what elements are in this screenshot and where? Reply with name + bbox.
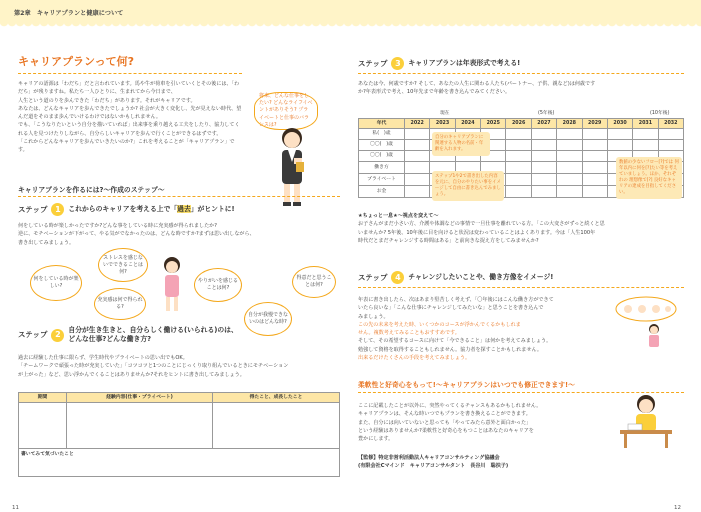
body-line: また、自分には向いていないと思っても「やってみたら意外と面白かった」: [358, 419, 532, 426]
year-header: 2026: [506, 119, 531, 129]
table-header: 経験内容(仕事・プライベート): [67, 393, 213, 403]
body-line: 逆に、モチベーションが下がって、やる気がでなかったのは、どんな時ですか?まずは思い出しながら、: [18, 231, 255, 238]
section-divider: [18, 196, 340, 197]
body-line: 年表に書き出したら、次はあまり堅苦しく考えず、「〇年後にはこんな働き方ができて: [358, 297, 554, 303]
credit-line: (有限会社Cマインド キャリアコンサルタント 長谷川 聡扶子): [358, 463, 509, 470]
table-header: 得たこと、成長したこと: [213, 393, 340, 403]
note-line: 時代だとまだチャレンジする時間はある」と前向きな捉え方をしてみませんか?: [358, 237, 539, 244]
memo-note: 数値の少ないフロー[?]では 何年以内に何を[?]たい等を考えていましょう。ほか、それぞれの 理想像で[?] 良好なキャリアの達成を目指してください。: [616, 157, 682, 199]
body-line: ここに記載したことが以外に、突然やってくるチャンスもあるかもしれません。: [358, 403, 542, 409]
year-header: 2029: [582, 119, 607, 129]
memo-note: 自分のキャリアプランに関連する人物の名前・年齢を入れます。: [432, 132, 490, 156]
body-line: あなたは今、何歳ですか? そして、あなたの人生に関わる人たち(パートナー、子供、親など)は何歳です: [358, 81, 596, 87]
step3-divider: [358, 73, 684, 74]
page-number: 12: [674, 505, 681, 511]
step2-text: 自分が生き生きと、自分らしく働ける(いられる)のは、 どんな仕事?どんな働き方?: [68, 326, 238, 343]
year-header: 2032: [658, 119, 683, 129]
step-label: ステップ: [18, 204, 48, 214]
body-line: か?年表形式で考え、10年先まで年齢を書き込んでみてください。: [358, 89, 511, 96]
memo-note: ステップ1や2で書き出した内容を元に、自分のやりたい事をイメージして自由に書き込んでみましょう。: [432, 171, 504, 201]
step4-divider: [358, 287, 684, 288]
step-label: ステップ: [18, 330, 48, 340]
year-header: 2024: [455, 119, 480, 129]
row-label: 〇〇( )歳: [359, 140, 405, 151]
year-header: 2023: [430, 119, 455, 129]
table-cell[interactable]: [19, 403, 67, 449]
desk-woman-illustration: [616, 390, 676, 448]
body-line: 過去に経験した仕事に限らず、学生時代やプライベートの思い出でもOK。: [18, 355, 188, 361]
note-line: いませんか? 5年後、10年後に目を向けると状況は変わっていることはよくあります。今は「人生100年: [358, 229, 596, 236]
right-page: [358, 30, 684, 511]
note-title: ★ちょっと一息★〜視点を変えて〜: [358, 213, 439, 219]
step3-body: [358, 80, 684, 97]
step1-body: [18, 222, 340, 247]
step-number-badge: 3: [391, 57, 404, 70]
step-label: ステップ: [358, 272, 388, 282]
body-line: 「チームワークで頑張った時が充実していた」「コツコツと1つのことにじっくり取り組んでいるときにモチベーション: [18, 363, 289, 370]
intro-line: あなたは、どんなキャリアを歩んできたでしょうか? 社会が大きく変化し、先が見えない時代、望んだ道をそのまま歩んでいけるわけではないかもしれません。: [18, 105, 242, 121]
body-line-highlight: 出来るだけたくさんの手段を考えてみましょう。: [358, 355, 471, 362]
row-label: 私( )歳: [359, 129, 405, 140]
body-line: という経験はありませんか?柔軟性と好奇心をもつことはあなたのキャリアを: [358, 427, 534, 434]
title-divider: [18, 73, 242, 74]
body-line: そして、その希望するコースに向けて「今できること」は何かを考えてみましょう。: [358, 338, 552, 345]
question-bubble: やりがいを感じることは何?: [194, 268, 242, 302]
step-label: ステップ: [358, 58, 388, 68]
year-header: 2027: [531, 119, 556, 129]
body-line: が上がった」など、思い浮かんでくることはありませんか?それをヒントに書き出してみましょう。: [18, 371, 245, 378]
question-bubble: 自分が我慢できないのはどんな時?: [244, 302, 292, 336]
table-header: 年代: [359, 119, 405, 129]
question-bubble: 充実感は何で得られる?: [94, 288, 146, 320]
body-line: 勉強して資格を取得することもしれません。協力者を探すことかもしれません。: [358, 346, 542, 353]
header-scallop: [0, 22, 701, 30]
row-label: 働き方: [359, 162, 405, 174]
dreaming-woman-illustration: [614, 295, 678, 347]
table-cell[interactable]: [213, 403, 340, 449]
body-line: 豊かにします。: [358, 436, 394, 443]
step-number-badge: 4: [391, 271, 404, 284]
year-header: 2022: [405, 119, 430, 129]
question-bubble: 何をしている時が楽しい?: [30, 265, 82, 301]
table-cell[interactable]: [67, 403, 213, 449]
step1-heading: [18, 203, 235, 216]
year-header: 2025: [481, 119, 506, 129]
row-label: 〇〇( )歳: [359, 151, 405, 162]
intro-line: でも、「こうなりたいという自分を描いていれば」出来事を乗り越える工夫をしたり、協力してくれる人を見つけたりしながら、自分らしいキャリアを歩んで行くことができるはずです。: [18, 122, 240, 137]
page-number: 11: [12, 505, 19, 511]
step4-body: [358, 296, 594, 362]
thought-bubble: 将来、どんな仕事をしたい? どんなライフイベントがありそう? プライベートと仕事のバランスは?: [254, 92, 318, 130]
body-line: いたら良いな」「こんな仕事にチャレンジしてみたいな」と思うことを書き込んで: [358, 305, 544, 312]
step2-body: [18, 354, 340, 379]
step4-heading: [358, 271, 553, 284]
intro-text: [18, 80, 244, 155]
intro-line: 「これからどんなキャリアを歩んでいきたいのか?」これを考えることが「キャリアプラン」です。: [18, 139, 235, 154]
section-title: キャリアプランを作るには?〜作成のステップ〜: [18, 186, 165, 194]
intro-line: キャリアの語源は「わだち」だと言われています。馬や牛が荷車を引いていくとその後には、「わだち」が残りますね。私たち一人ひとりに、生まれてから今日まで、: [18, 81, 240, 96]
supervisor-credit: [358, 454, 658, 471]
chapter-title: 第2章 キャリアプランと健康について: [14, 10, 124, 17]
row-label: プライベート: [359, 174, 405, 186]
step4-text: チャレンジしたいことや、働き方像をイメージ!: [408, 273, 554, 281]
flex-body: [358, 402, 598, 443]
step1-text: これからのキャリアを考える上で「過去」がヒントに!: [68, 205, 235, 213]
credit-line: 【監修】特定非営利活動法人キャリアコンサルティング協議会: [358, 455, 500, 461]
ten-years-label: (10年後): [650, 111, 670, 116]
body-line: 何をしている時が楽しかったですか?どんな事をしている時に充実感が得られましたか?: [18, 223, 217, 229]
step3-heading: [358, 57, 520, 70]
step-number-badge: 1: [51, 203, 64, 216]
note-line: お子さんがまだ小さい方、介護や体調などの事情で一旦仕事を離れている方。「この大変さがずっと続くと思: [358, 221, 605, 228]
body-line: みましょう。: [358, 313, 389, 320]
body-line-highlight: この先の未来を考えた時、いくつかのコースが浮かんでくるかもしれま: [358, 321, 521, 328]
question-bubble: 得意だと思うことは何?: [292, 266, 336, 298]
thinking-woman-illustration: [158, 255, 186, 315]
body-line: 書き出してみましょう。: [18, 239, 75, 246]
body-line-highlight: せん。複数考えてみることもおすすめです。: [358, 330, 460, 337]
current-label: 現在: [440, 111, 450, 116]
step3-text: キャリアプランは年表形式で考える!: [408, 59, 521, 67]
body-line: キャリアプランは、そんな時いつでもプランを書き換えることができます。: [358, 411, 531, 418]
row-label: お金: [359, 186, 405, 198]
year-header: 2030: [607, 119, 632, 129]
year-header: 2031: [633, 119, 658, 129]
experience-table: [18, 392, 340, 477]
notes-cell[interactable]: 書いてみて気づいたこと: [19, 449, 340, 477]
flex-title: 柔軟性と好奇心をもって!〜キャリアプランはいつでも修正できます!〜: [358, 381, 575, 389]
step2-heading: [18, 326, 238, 344]
note-box: [358, 212, 684, 245]
step-number-badge: 2: [51, 329, 64, 342]
five-years-label: (5年後): [538, 111, 555, 116]
intro-line: 人生という道のりを歩んできた「わだち」があります。それがキャリアです。: [18, 97, 196, 104]
question-bubble: ストレスを感じないでできることは何?: [98, 248, 148, 282]
left-page: [12, 30, 340, 511]
year-header: 2028: [557, 119, 582, 129]
page-title: キャリアプランって何?: [18, 55, 135, 68]
table-header: 期間: [19, 393, 67, 403]
